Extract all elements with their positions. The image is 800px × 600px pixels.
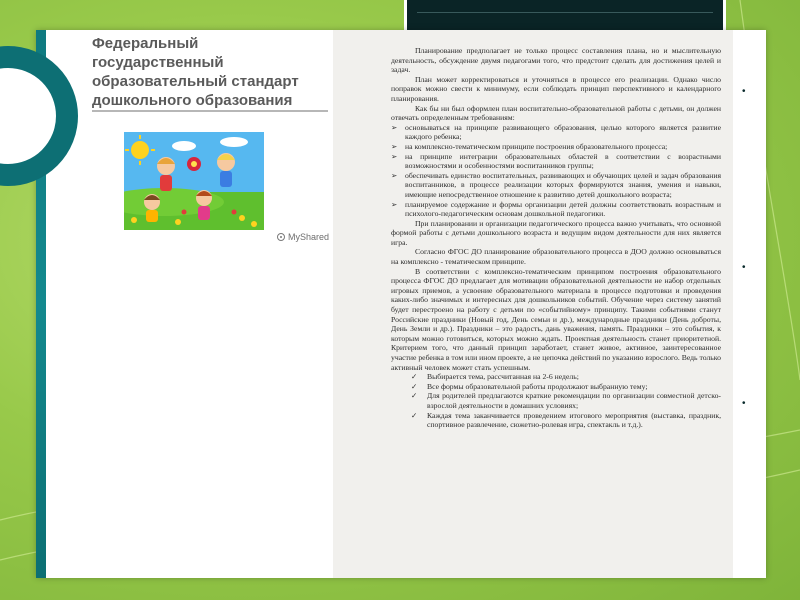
top-dark-strip bbox=[404, 0, 726, 30]
checkmark-icon: ✓ bbox=[411, 391, 418, 401]
list-item: ✓ Выбирается тема, рассчитанная на 2-6 недель; bbox=[411, 372, 579, 382]
myshared-logo-icon bbox=[277, 233, 285, 241]
decorative-dot: • bbox=[742, 262, 746, 273]
paragraph: Планирование предполагает не только процесс составления плана, но и мыслительную деятельность, обсуждение двумя педагогами того, что предстоит сделать для достижения целей и задач. bbox=[391, 46, 721, 75]
watermark bbox=[277, 232, 329, 242]
paragraph: План может корректироваться и уточняться в процессе его реализации. Однако число поправок можно свести к минимуму, если соблюдать принцип перспективного и календарного планирования. bbox=[391, 74, 721, 103]
title-divider bbox=[92, 110, 328, 112]
checkmark-icon: ✓ bbox=[411, 410, 418, 420]
decorative-dot: • bbox=[742, 86, 746, 97]
watermark-text: MyShared bbox=[288, 232, 330, 242]
title-line: дошкольного образования bbox=[92, 92, 293, 109]
arrow-bullet-icon: ➢ bbox=[391, 170, 398, 180]
arrow-bullet-icon: ➢ bbox=[391, 141, 398, 151]
list-item: ➢ на принципе интеграции образовательных областей в соответствии с возрастными возможностями и особенностями воспитанников группы; bbox=[391, 151, 721, 171]
arrow-bullet-icon: ➢ bbox=[391, 151, 398, 161]
arrow-bullet-icon: ➢ bbox=[391, 122, 398, 132]
checkmark-icon: ✓ bbox=[411, 372, 418, 382]
list-item: ➢ обеспечивать единство воспитательных, развивающих и обучающих целей и задач образования воспитанников, в процессе реализации которых формируются знания, умения и навыки, имеющие непосредственное отношение к развитию детей дошкольного возраста; bbox=[391, 170, 721, 199]
decorative-dot: • bbox=[742, 398, 746, 409]
arrow-bullet-icon: ➢ bbox=[391, 199, 398, 209]
list-item: ✓ Для родителей предлагаются краткие рекомендации по организации совместной детско-взрослой деятельности в домашних условиях; bbox=[411, 391, 721, 410]
slide-title bbox=[92, 34, 342, 110]
title-line: образовательный стандарт bbox=[92, 73, 299, 90]
children-playing-illustration bbox=[124, 132, 264, 230]
theme-checklist bbox=[391, 372, 721, 430]
paragraph: При планировании и организации педагогического процесса важно учитывать, что основной формой работы с детьми дошкольного возраста и ведущим видом деятельности для них является игра. bbox=[391, 218, 721, 247]
list-item: ➢ на комплексно-тематическом принципе построения образовательного процесса; bbox=[391, 141, 668, 151]
title-line: государственный bbox=[92, 54, 224, 71]
requirements-list bbox=[391, 123, 721, 219]
list-item: ➢ планируемое содержание и формы организации детей должны соответствовать возрастным и психолого-педагогическим основам дошкольной педагогики. bbox=[391, 199, 721, 219]
paragraph: Как бы ни был оформлен план воспитательно-образовательной работы с детьми, он должен отвечать определенным требованиям: bbox=[391, 103, 721, 123]
list-item: ➢ основываться на принципе развивающего образования, целью которого является развитие каждого ребенка; bbox=[391, 122, 721, 142]
list-item: ✓ Каждая тема заканчивается проведением итогового мероприятия (выставка, праздник, спортивное развлечение, сюжетно-ролевая игра, спектакль и т.д.). bbox=[411, 410, 721, 430]
paragraph: Согласно ФГОС ДО планирование образовательного процесса в ДОО должно основываться на комплексно - тематическом принципе. bbox=[391, 247, 721, 267]
title-line: Федеральный bbox=[92, 35, 199, 52]
scanned-document bbox=[333, 30, 733, 578]
list-item: ✓ Все формы образовательной работы продолжают выбранную тему; bbox=[411, 381, 648, 391]
paragraph: В соответствии с комплексно-тематическим принципом построения образовательного процесса ФГОС ДО предлагает для мотивации образовательной деятельности не набор отдельных игровых приемов, а усвоение образовательного материала в процессе подготовки и проведения каких-либо значимых и интересных для дошкольников событий. Обучение через систему занятий будет перестроено на работу с детьми по «событийному» принципу. Такими событиями станут Российские праздники (Новый год, День семьи и др.), международные праздники (День доброты, День Земли и др.). Праздники – это радость, дань уважения, память. Праздники – это события, к которым можно готовиться, которых можно ждать. Проектная деятельность станет приоритетной. Критерием того, что данный принцип заработает, станет живое, активное, заинтересованное участие ребенка в том или ином проекте, а не цепочка действий по указанию взрослого. Ведь только активный человек может стать успешным. bbox=[391, 266, 721, 372]
checkmark-icon: ✓ bbox=[411, 381, 418, 391]
